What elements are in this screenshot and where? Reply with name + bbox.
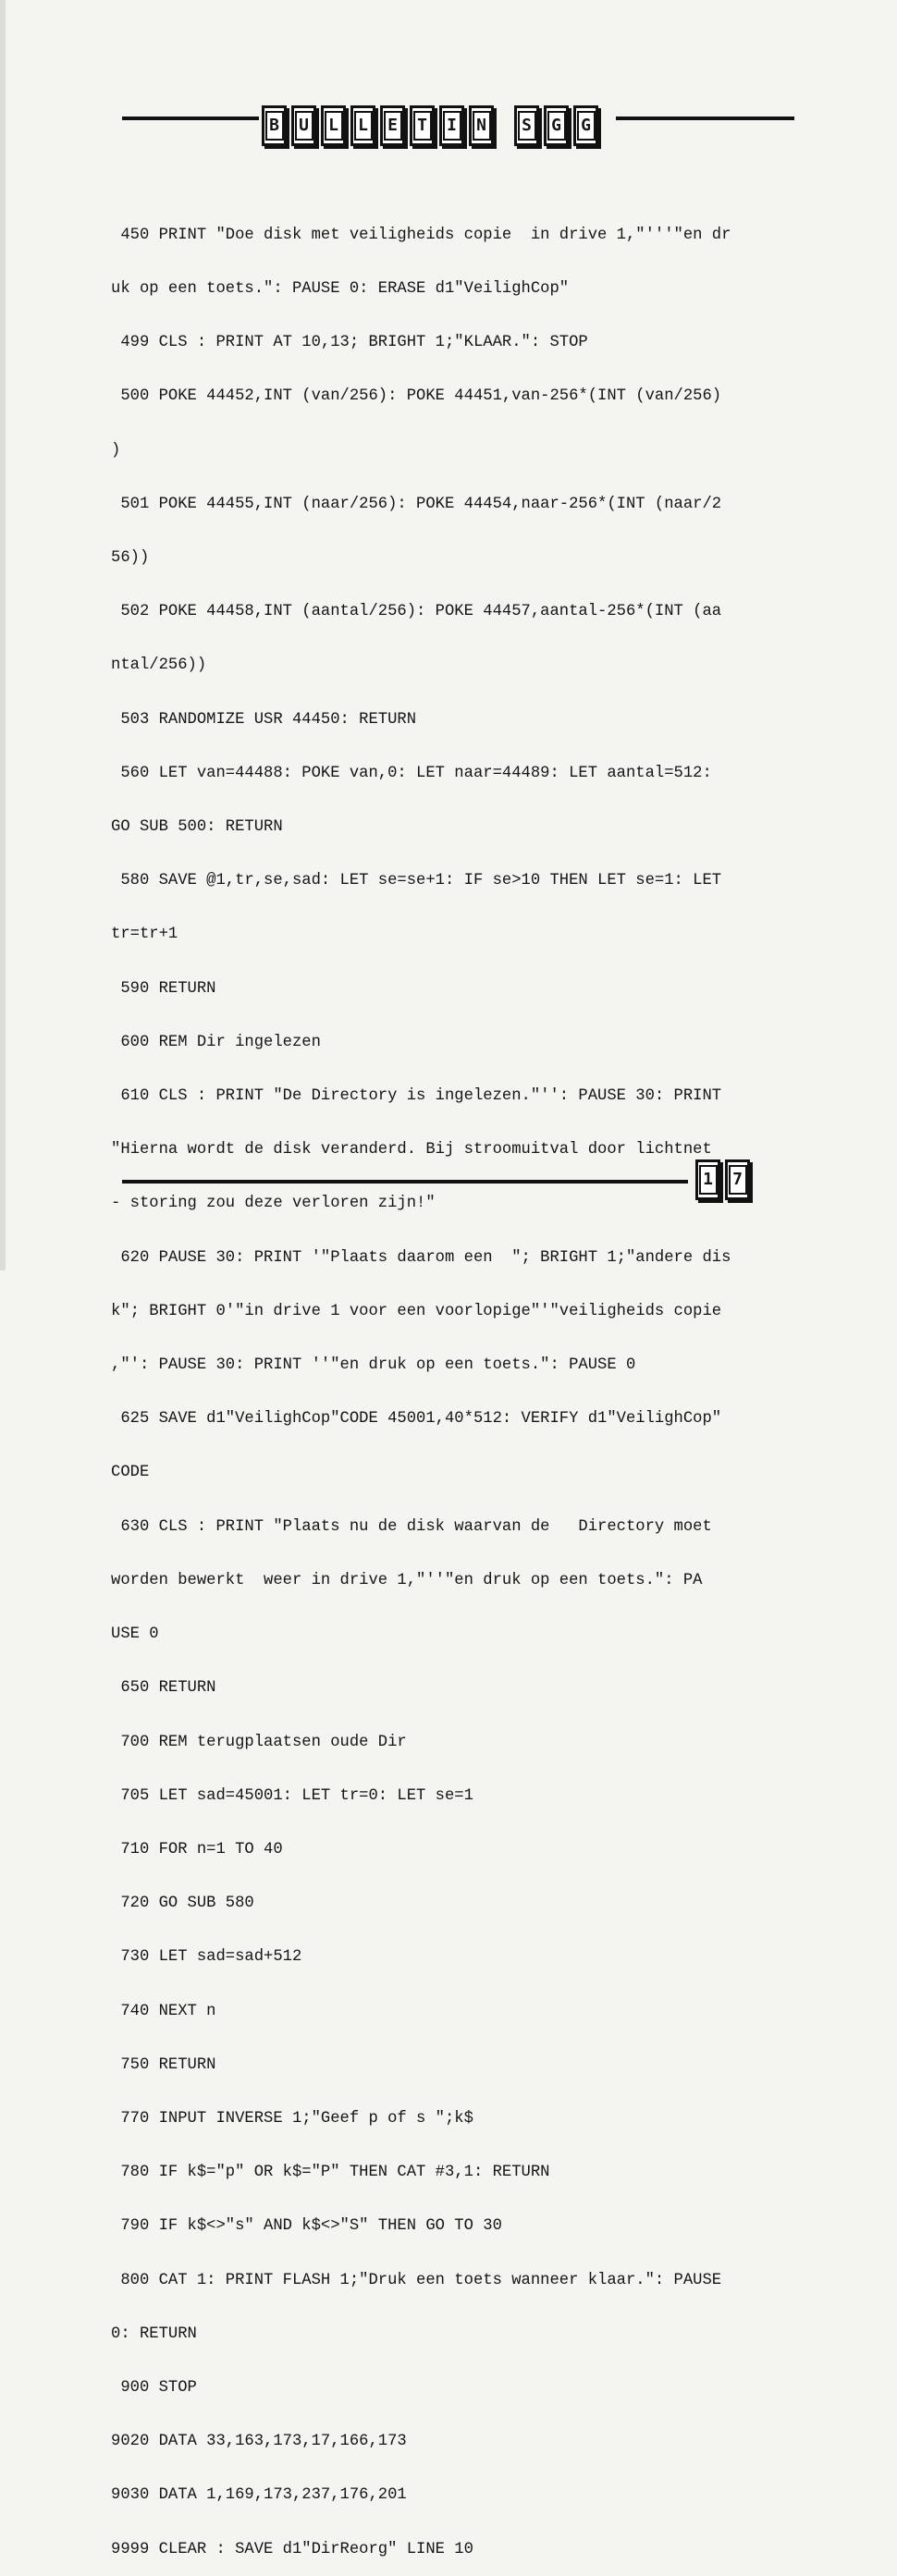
- masthead-letter: G: [573, 105, 598, 146]
- code-line: 770 INPUT INVERSE 1;"Geef p of s ";k$: [111, 2109, 473, 2128]
- code-line: worden bewerkt weer in drive 1,"''"en druk op een toets.": PA: [111, 1571, 703, 1589]
- code-line: uk op een toets.": PAUSE 0: ERASE d1"VeilighCop": [111, 280, 570, 299]
- code-line: 790 IF k$<>"s" AND k$<>"S" THEN GO TO 30: [111, 2217, 502, 2236]
- masthead-letter: I: [439, 105, 464, 146]
- code-line: 501 POKE 44455,INT (naar/256): POKE 44454,naar-256*(INT (naar/2: [111, 495, 722, 513]
- masthead-letter: L: [350, 105, 375, 146]
- code-line: USE 0: [111, 1625, 159, 1644]
- code-line: 800 CAT 1: PRINT FLASH 1;"Druk een toets wanneer klaar.": PAUSE: [111, 2271, 722, 2289]
- code-line: - storing zou deze verloren zijn!": [111, 1195, 436, 1213]
- code-line: 560 LET van=44488: POKE van,0: LET naar=44489: LET aantal=512:: [111, 764, 712, 782]
- code-line: 650 RETURN: [111, 1679, 216, 1698]
- code-line: 720 GO SUB 580: [111, 1895, 254, 1913]
- code-line: ,"': PAUSE 30: PRINT ''"en druk op een toets.": PAUSE 0: [111, 1356, 636, 1375]
- code-line: 580 SAVE @1,tr,se,sad: LET se=se+1: IF se>10 THEN LET se=1: LET: [111, 872, 722, 890]
- page-number-digit: 7: [725, 1159, 750, 1200]
- masthead-letter: E: [380, 105, 405, 146]
- code-line: 730 LET sad=sad+512: [111, 1948, 302, 1967]
- code-line: 56)): [111, 549, 150, 568]
- footer-rule: [122, 1180, 688, 1184]
- header-rule-left: [122, 117, 259, 120]
- code-line: 590 RETURN: [111, 979, 216, 998]
- code-line: 600 REM Dir ingelezen: [111, 1033, 321, 1051]
- code-line: 503 RANDOMIZE USR 44450: RETURN: [111, 710, 417, 729]
- code-line: 9999 CLEAR : SAVE d1"DirReorg" LINE 10: [111, 2540, 473, 2558]
- code-line: 610 CLS : PRINT "De Directory is ingelezen."'': PAUSE 30: PRINT: [111, 1087, 722, 1106]
- code-line: 500 POKE 44452,INT (van/256): POKE 44451,van-256*(INT (van/256): [111, 387, 722, 406]
- code-line: 705 LET sad=45001: LET tr=0: LET se=1: [111, 1786, 473, 1805]
- code-line: 700 REM terugplaatsen oude Dir: [111, 1733, 407, 1751]
- code-line: 780 IF k$="p" OR k$="P" THEN CAT #3,1: RETURN: [111, 2164, 550, 2182]
- page-number-digit: 1: [695, 1159, 720, 1200]
- page-number: [695, 1159, 750, 1200]
- code-line: 620 PAUSE 30: PRINT '"Plaats daarom een "; BRIGHT 1;"andere dis: [111, 1248, 731, 1267]
- code-line: 630 CLS : PRINT "Plaats nu de disk waarvan de Directory moet: [111, 1517, 712, 1536]
- masthead-letter: B: [262, 105, 287, 146]
- code-line: tr=tr+1: [111, 926, 178, 944]
- masthead-letter: S: [514, 105, 539, 146]
- code-line: 9030 DATA 1,169,173,237,176,201: [111, 2486, 407, 2505]
- code-line: k"; BRIGHT 0'"in drive 1 voor een voorlopige"'"veiligheids copie: [111, 1302, 722, 1320]
- code-line: 740 NEXT n: [111, 2002, 216, 2020]
- code-line: ntal/256)): [111, 656, 207, 675]
- header-rule-right: [616, 117, 794, 120]
- code-line: 499 CLS : PRINT AT 10,13; BRIGHT 1;"KLAAR.": STOP: [111, 334, 588, 352]
- masthead-letter: U: [291, 105, 316, 146]
- code-line: 450 PRINT "Doe disk met veiligheids copie in drive 1,"'''"en dr: [111, 226, 731, 244]
- masthead-letter: L: [321, 105, 346, 146]
- basic-listing: [111, 190, 805, 2576]
- masthead-letter: G: [544, 105, 569, 146]
- code-line: 9020 DATA 33,163,173,17,166,173: [111, 2433, 407, 2451]
- code-line: ): [111, 441, 121, 460]
- code-line: "Hierna wordt de disk veranderd. Bij stroomuitval door lichtnet: [111, 1141, 712, 1159]
- code-line: GO SUB 500: RETURN: [111, 818, 283, 837]
- code-line: 900 STOP: [111, 2378, 197, 2397]
- masthead-letter: N: [469, 105, 494, 146]
- code-line: 750 RETURN: [111, 2055, 216, 2074]
- code-line: 625 SAVE d1"VeilighCop"CODE 45001,40*512: VERIFY d1"VeilighCop": [111, 1410, 722, 1429]
- masthead-letter: T: [410, 105, 435, 146]
- masthead-bulletin-sgg: [262, 105, 598, 146]
- scan-edge: [0, 0, 6, 1270]
- code-line: 502 POKE 44458,INT (aantal/256): POKE 44457,aantal-256*(INT (aa: [111, 603, 722, 621]
- code-line: 710 FOR n=1 TO 40: [111, 1840, 283, 1858]
- code-line: CODE: [111, 1464, 150, 1482]
- code-line: 0: RETURN: [111, 2325, 197, 2343]
